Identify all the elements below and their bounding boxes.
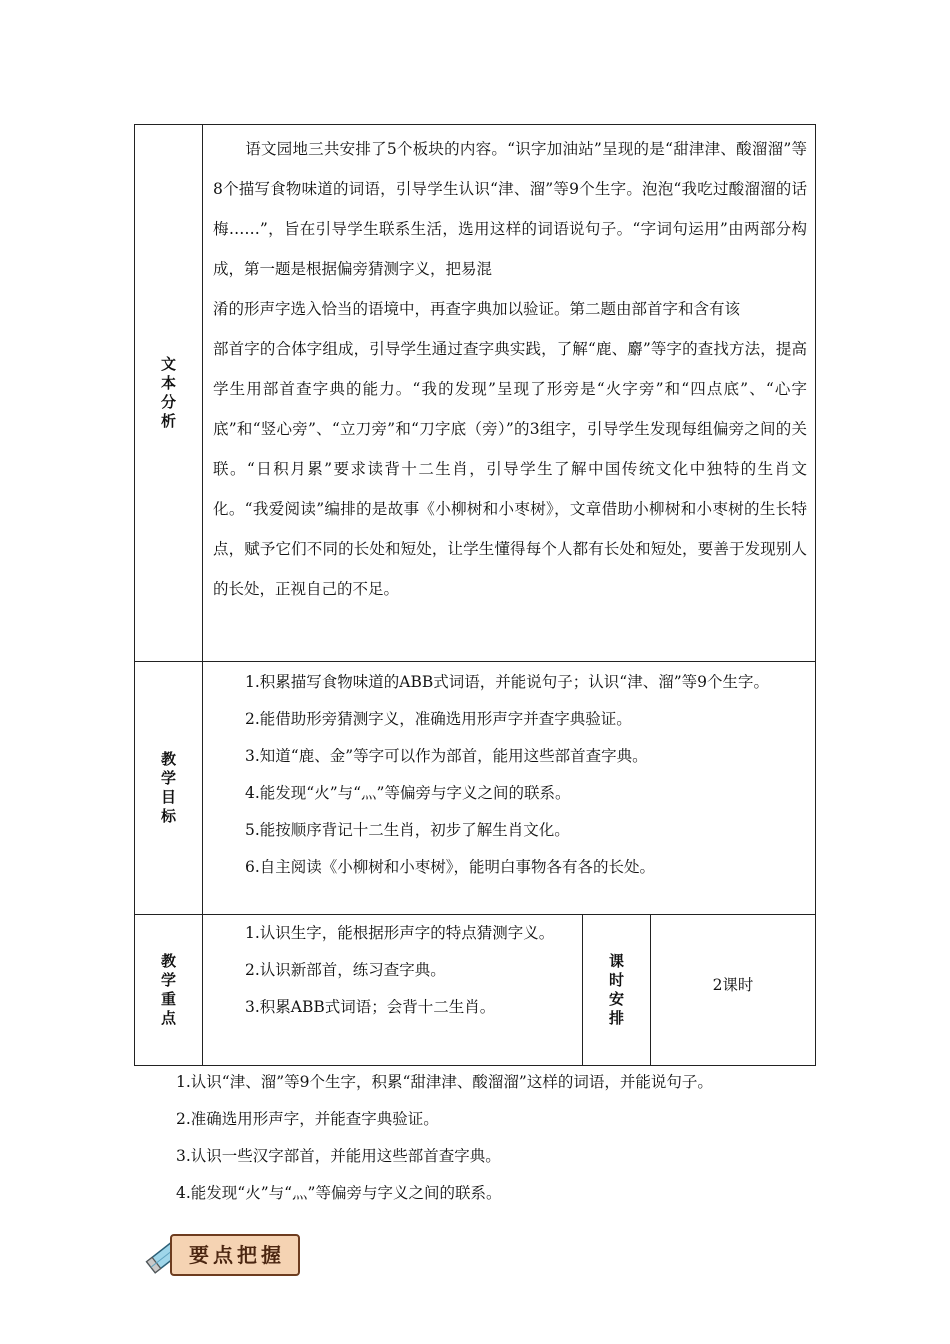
- goals-label: 教学目标: [160, 750, 176, 825]
- analysis-row: [135, 125, 816, 662]
- analysis-text-1: 语文园地三共安排了5个板块的内容。“识字加油站”呈现的是“甜津津、酸溜溜”等8个描写食物味道的词语，引导学生认识“津、溜”等9个生字。泡泡“我吃过酸溜溜的话梅……”，旨在引导学生联系生活，选用这样的词语说句子。“字词句运用”由两部分构成，第一题是根据偏旁猜测字义，把易混: [213, 140, 807, 278]
- key-point-item: 3.积累ABB式词语；会背十二生肖。: [245, 998, 496, 1016]
- analysis-text-3: 部首字的合体字组成，引导学生通过查字典实践，了解“鹿、麝”等字的查找方法，提高学生用部首查字典的能力。“我的发现”呈现了形旁是“火字旁”和“四点底”、“心字底”和“竖心旁”、“立刀旁”和“刀字底（旁）”的3组字，引导学生发现每组偏旁之间的关联。“日积月累”要求读背十二生肖，引导学生了解中国传统文化中独特的生肖文化。“我爱阅读”编排的是故事《小柳树和小枣树》，文章借助小柳树和小枣树的生长特点，赋予它们不同的长处和短处，让学生懂得每个人都有长处和短处，要善于发现别人的长处，正视自己的不足。: [213, 340, 807, 598]
- key-content-cell: [203, 915, 583, 1066]
- key-label: 教学重点: [160, 952, 176, 1027]
- objective-item: 4.能发现“火”与“灬”等偏旁与字义之间的联系。: [176, 1184, 502, 1202]
- objective-item: 2.准确选用形声字，并能查字典验证。: [176, 1110, 439, 1128]
- goals-label-cell: [135, 662, 203, 915]
- goal-item: 5.能按顺序背记十二生肖，初步了解生肖文化。: [245, 821, 570, 839]
- schedule-label: 课时安排: [608, 952, 624, 1027]
- goal-item: 4.能发现“火”与“灬”等偏旁与字义之间的联系。: [245, 784, 571, 802]
- key-label-cell: [135, 915, 203, 1066]
- goal-item: 6.自主阅读《小柳树和小枣树》，能明白事物各有各的长处。: [245, 858, 656, 876]
- schedule-value: 2课时: [712, 976, 754, 994]
- section-banner: [142, 1222, 300, 1280]
- goal-item: 3.知道“鹿、金”等字可以作为部首，能用这些部首查字典。: [245, 747, 648, 765]
- analysis-paragraph-1: [203, 129, 815, 289]
- key-point-item: 2.认识新部首，练习查字典。: [245, 961, 446, 979]
- goal-item: 1.积累描写食物味道的ABB式词语，并能说句子；认识“津、溜”等9个生字。: [245, 673, 769, 691]
- analysis-paragraph-2: [203, 289, 815, 329]
- goals-row: [135, 662, 816, 915]
- goal-item: 2.能借助形旁猜测字义，准确选用形声字并查字典验证。: [245, 710, 632, 728]
- schedule-label-cell: [583, 915, 651, 1066]
- objectives-list: [176, 1064, 836, 1212]
- objective-item: 1.认识“津、溜”等9个生字，积累“甜津津、酸溜溜”这样的词语，并能说句子。: [176, 1073, 713, 1091]
- analysis-label-cell: [135, 125, 203, 662]
- schedule-value-cell: [651, 915, 816, 1066]
- analysis-paragraph-3: [203, 329, 815, 609]
- analysis-content-cell: [203, 125, 816, 662]
- banner-title: 要点把握: [189, 1243, 285, 1267]
- key-points-row: [135, 915, 816, 1066]
- goals-content-cell: [203, 662, 816, 915]
- analysis-label: 文本分析: [160, 355, 176, 430]
- analysis-text-2: 淆的形声字选入恰当的语境中，再查字典加以验证。第二题由部首字和含有该: [213, 300, 741, 318]
- lesson-plan-table: [134, 124, 816, 1066]
- key-point-item: 1.认识生字，能根据形声字的特点猜测字义。: [245, 924, 555, 942]
- objective-item: 3.认识一些汉字部首，并能用这些部首查字典。: [176, 1147, 501, 1165]
